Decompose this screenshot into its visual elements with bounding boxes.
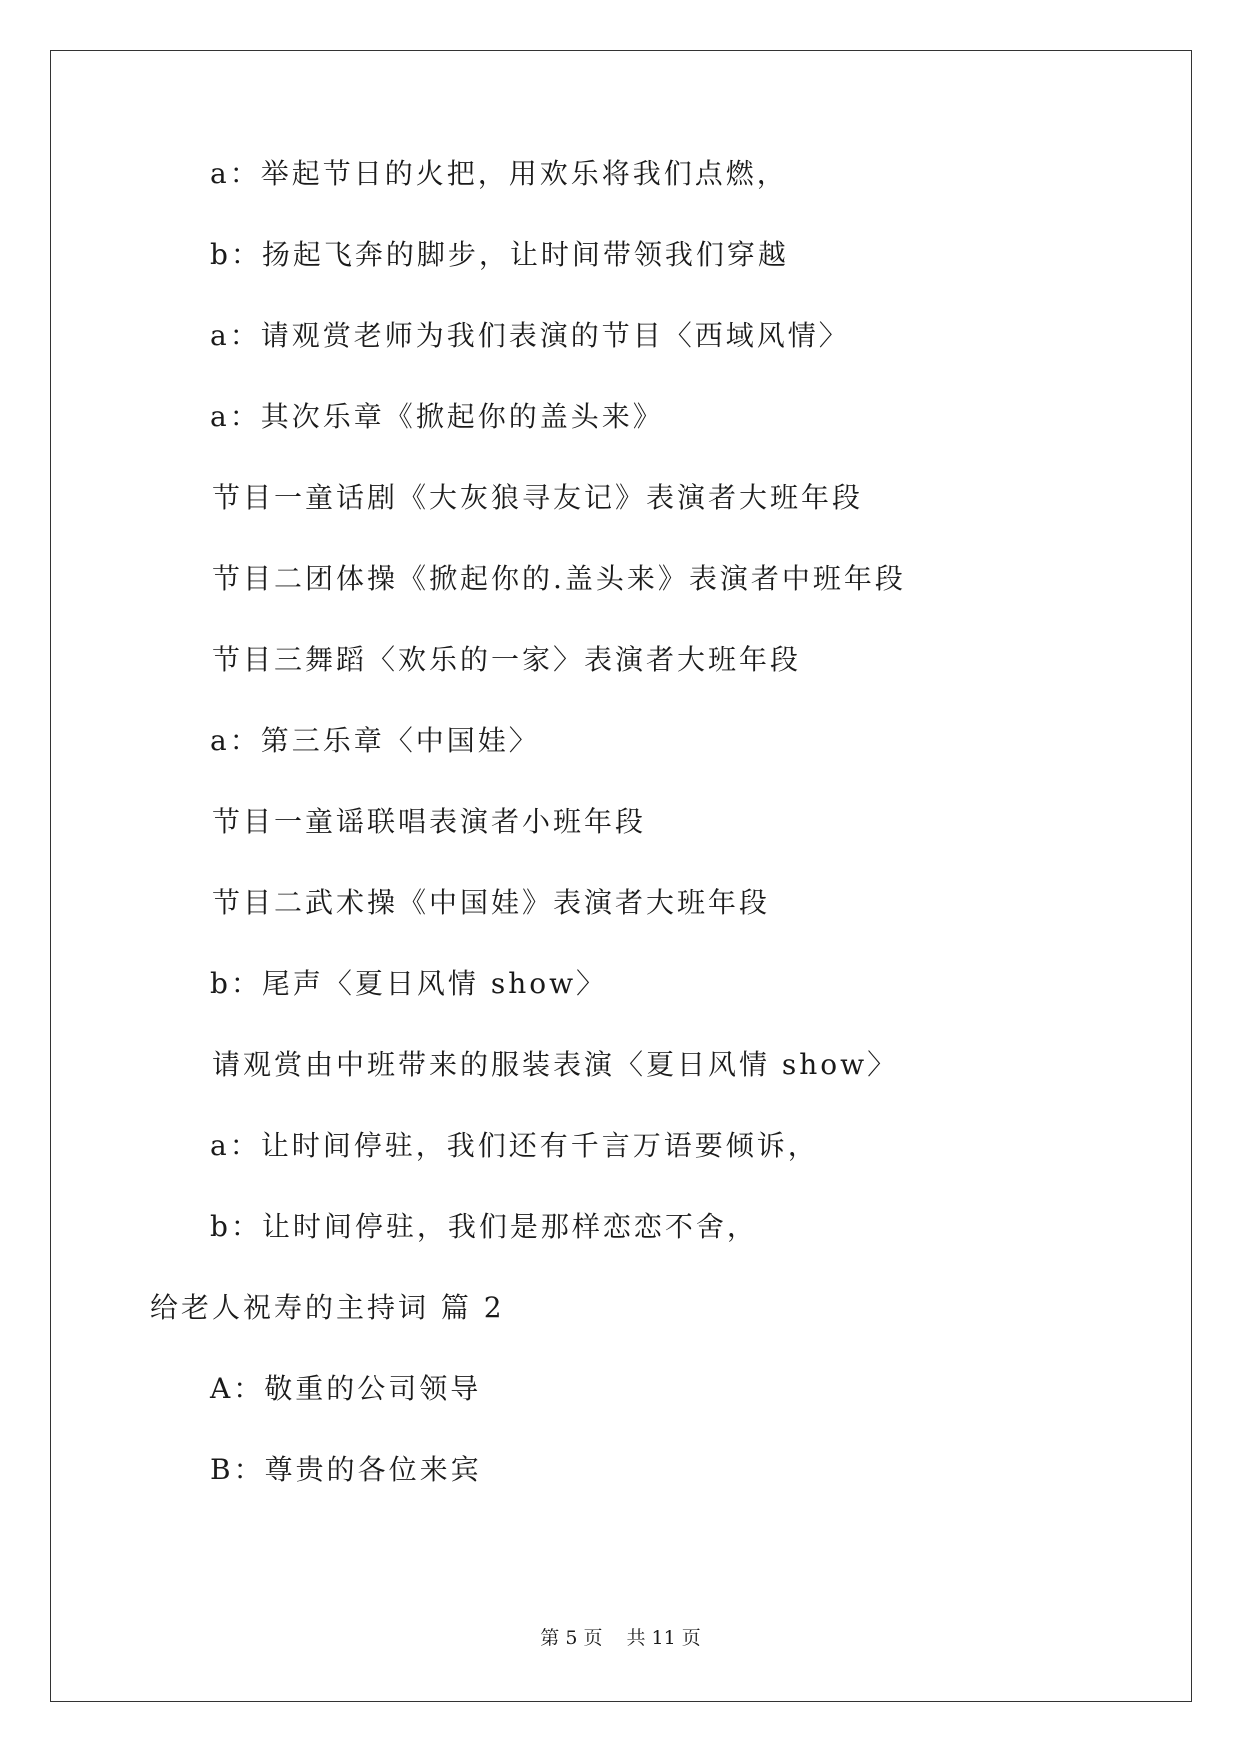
dialogue-line: b：扬起飞奔的脚步，让时间带领我们穿越: [210, 238, 789, 271]
page-footer: [0, 1627, 1241, 1649]
page-number: 第 5 页: [540, 1627, 603, 1649]
dialogue-line: B：尊贵的各位来宾: [210, 1453, 482, 1486]
program-line: 节目三舞蹈〈欢乐的一家〉表演者大班年段: [212, 643, 802, 676]
dialogue-line: a：举起节日的火把，用欢乐将我们点燃，: [210, 157, 788, 190]
program-line: 请观赏由中班带来的服装表演〈夏日风情 show〉: [212, 1048, 899, 1081]
dialogue-line: a：请观赏老师为我们表演的节目〈西域风情〉: [210, 319, 850, 352]
program-line: 节目一童谣联唱表演者小班年段: [212, 805, 647, 838]
page-total: 共 11 页: [626, 1627, 701, 1649]
dialogue-line: b：让时间停驻，我们是那样恋恋不舍，: [210, 1210, 758, 1243]
dialogue-line: A：敬重的公司领导: [210, 1372, 482, 1405]
section-heading: 给老人祝寿的主持词 篇 2: [150, 1291, 505, 1324]
dialogue-line: a：其次乐章《掀起你的盖头来》: [210, 400, 664, 433]
dialogue-line: b：尾声〈夏日风情 show〉: [210, 967, 608, 1000]
program-line: 节目一童话剧《大灰狼寻友记》表演者大班年段: [212, 481, 864, 514]
dialogue-line: a：第三乐章〈中国娃〉: [210, 724, 540, 757]
program-line: 节目二团体操《掀起你的.盖头来》表演者中班年段: [212, 562, 906, 595]
dialogue-line: a：让时间停驻，我们还有千言万语要倾诉，: [210, 1129, 819, 1162]
program-line: 节目二武术操《中国娃》表演者大班年段: [212, 886, 771, 919]
